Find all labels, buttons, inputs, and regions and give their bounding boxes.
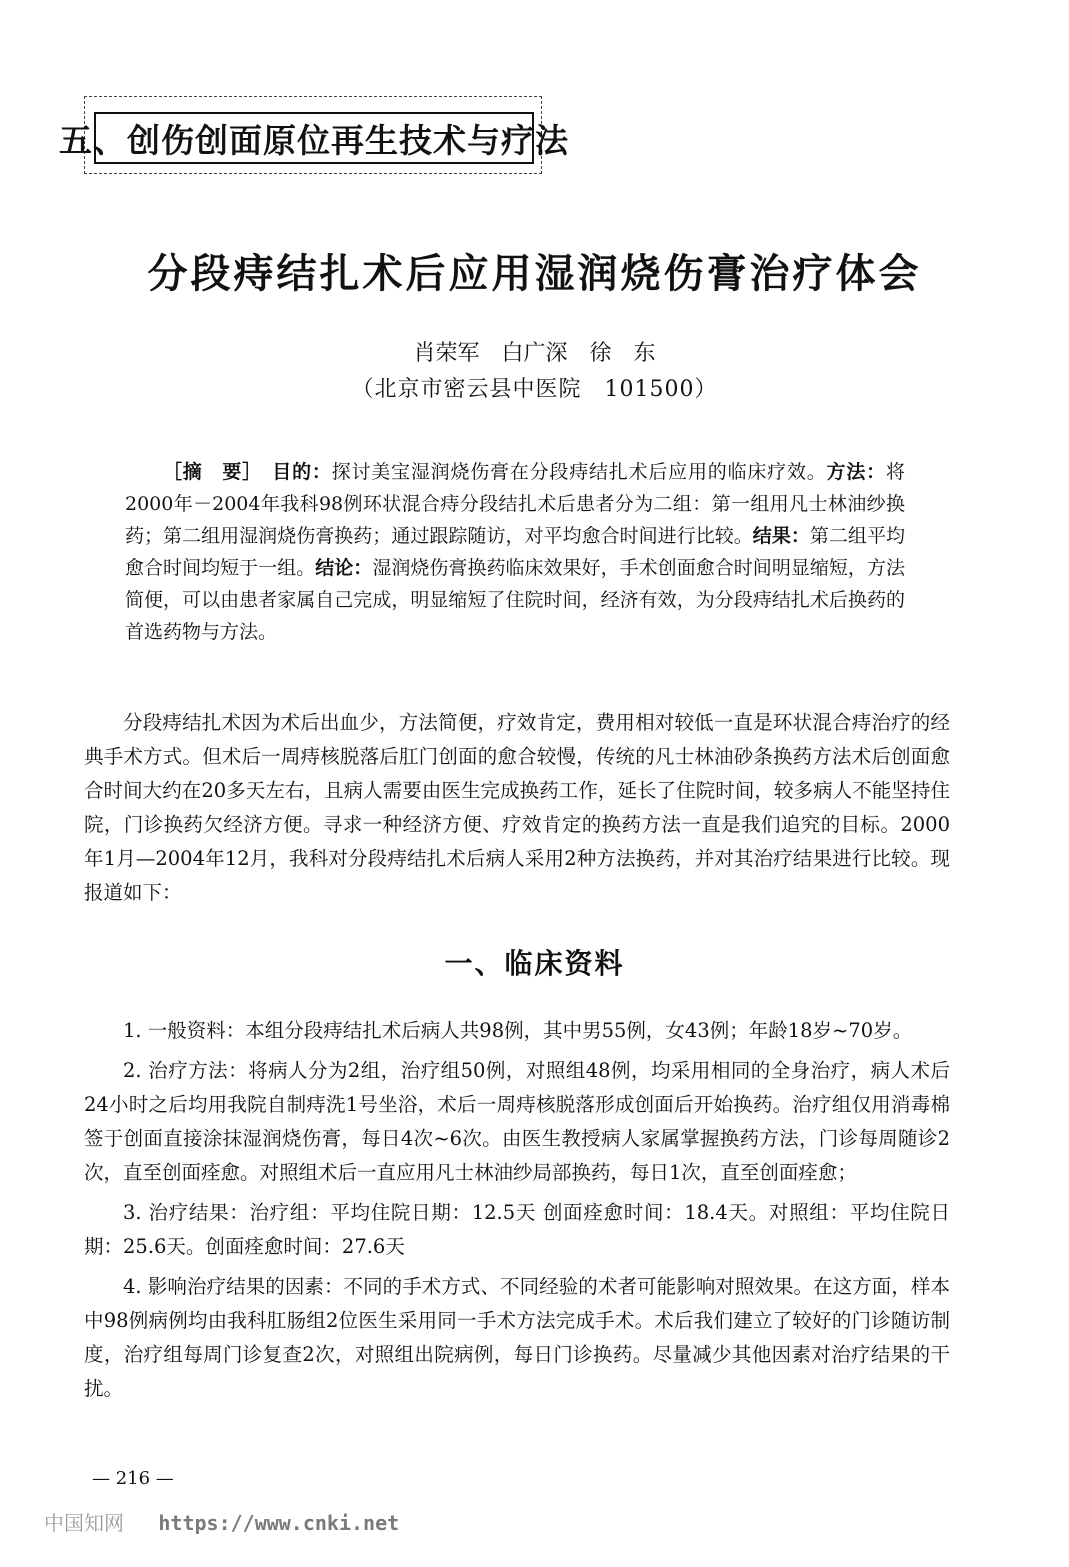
footer-site-name: 中国知网 bbox=[44, 1511, 124, 1535]
objective-label: 目的： bbox=[272, 461, 332, 483]
paper-title: 分段痔结扎术后应用湿润烧伤膏治疗体会 bbox=[147, 251, 922, 297]
list-item: 2. 治疗方法：将病人分为2组，治疗组50例，对照组48例，均采用相同的全身治疗，病人术后24小时之后均用我院自制痔洗1号坐浴，术后一周痔核脱落形成创面后开始换药。治疗组仅用消毒棉签于创面直接涂抹湿润烧伤膏，每日4次~6次。由医生教授病人家属掌握换药方法，门诊每周随诊2次，直至创面痊愈。对照组术后一直应用凡士林油纱局部换药，每日1次，直至创面痊愈； bbox=[84, 1059, 950, 1184]
footer bbox=[44, 1507, 399, 1536]
list-item: 1. 一般资料：本组分段痔结扎术后病人共98例，其中男55例，女43例；年龄18岁~70岁。 bbox=[123, 1019, 913, 1042]
conclusion-text: 湿润烧伤膏换药临床效果好，手术创面愈合时间明显缩短，方法简便，可以由患者家属自己完成，明显缩短了住院时间，经济有效，为分段痔结扎术后换药的首选药物与方法。 bbox=[125, 557, 905, 643]
section-heading: 一、临床资料 bbox=[444, 947, 625, 980]
affiliation: （北京市密云县中医院 101500） bbox=[351, 377, 718, 402]
abstract-label: ［摘 要］ bbox=[163, 461, 253, 483]
conclusion-label: 结论： bbox=[315, 557, 373, 579]
abstract bbox=[125, 456, 905, 648]
footer-url[interactable]: https://www.cnki.net bbox=[158, 1511, 400, 1535]
objective-text: 探讨美宝湿润烧伤膏在分段痔结扎术后应用的临床疗效。 bbox=[331, 461, 827, 483]
list-item: 3. 治疗结果：治疗组：平均住院日期：12.5天 创面痊愈时间：18.4天。对照组：平均住院日期：25.6天。创面痊愈时间：27.6天 bbox=[84, 1201, 950, 1258]
section-label: 五、创伤创面原位再生技术与疗法 bbox=[59, 120, 569, 160]
method-text: 将2000年－2004年我科98例环状混合痔分段结扎术后患者分为二组：第一组用凡士林油纱换药；第二组用湿润烧伤膏换药；通过跟踪随访，对平均愈合时间进行比较。 bbox=[125, 461, 905, 547]
section-label-box bbox=[59, 112, 569, 164]
method-label: 方法： bbox=[826, 461, 886, 483]
result-label: 结果： bbox=[752, 525, 810, 547]
clinical-items bbox=[84, 1014, 950, 1412]
page-number: — 216 — bbox=[92, 1468, 174, 1489]
result-text: 第二组平均愈合时间均短于一组。 bbox=[125, 525, 905, 579]
intro-paragraph: 分段痔结扎术因为术后出血少，方法简便，疗效肯定，费用相对较低一直是环状混合痔治疗的经典手术方式。但术后一周痔核脱落后肛门创面的愈合较慢，传统的凡士林油砂条换药方法术后创面愈合时间大约在20多天左右，且病人需要由医生完成换药工作，延长了住院时间，较多病人不能坚持住院，门诊换药欠经济方便。寻求一种经济方便、疗效肯定的换药方法一直是我们追究的目标。2000年1月—2004年12月，我科对分段痔结扎术后病人采用2种方法换药，并对其治疗结果进行比较。现报道如下： bbox=[84, 711, 950, 904]
list-item: 4. 影响治疗结果的因素：不同的手术方式、不同经验的术者可能影响对照效果。在这方面，样本中98例病例均由我科肛肠组2位医生采用同一手术方法完成手术。术后我们建立了较好的门诊随访制度，治疗组每周门诊复查2次，对照组出院病例，每日门诊换药。尽量减少其他因素对治疗结果的干扰。 bbox=[84, 1275, 950, 1400]
authors: 肖荣军 白广深 徐 东 bbox=[413, 341, 656, 366]
